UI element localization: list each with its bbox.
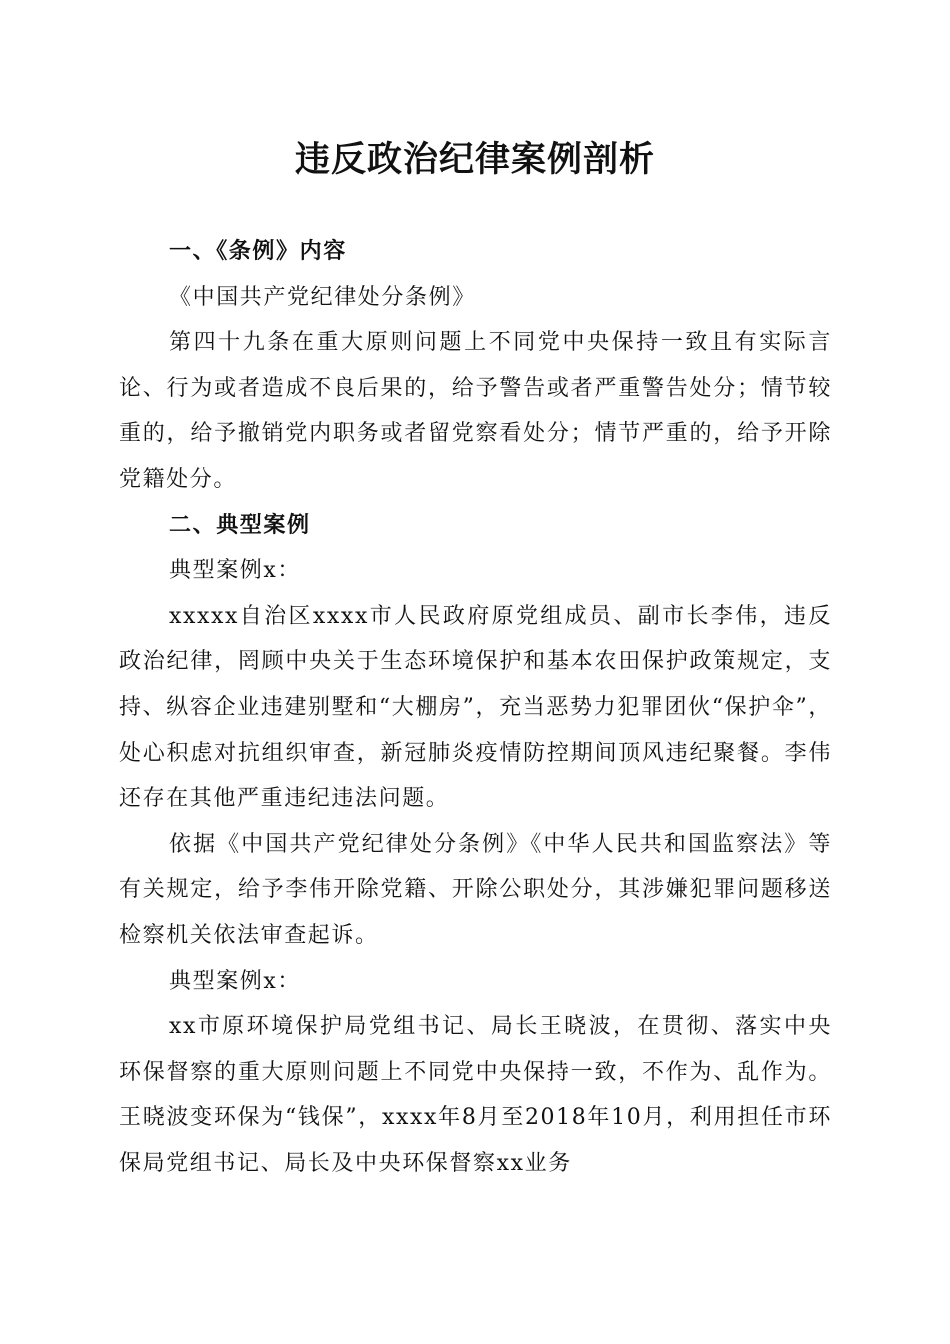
section-heading-regulation: 一、《条例》内容 bbox=[169, 239, 347, 264]
case-2-label: 典型案例x： bbox=[169, 968, 302, 994]
case-2-description: xx市原环境保护局党组书记、局长王晓波，在贯彻、落实中央环保督察的重大原则问题上不同党中央保持一致，不作为、乱作为。王晓波变环保为“钱保”，xxxx年8月至2018年10月，利用担任市环保局党组书记、局长及中央环保督察xx业务 bbox=[119, 1014, 832, 1176]
regulation-name: 《中国共产党纪律处分条例》 bbox=[169, 284, 476, 310]
document-title: 违反政治纪律案例剖析 bbox=[294, 139, 655, 180]
section-heading-cases: 二、典型案例 bbox=[169, 512, 311, 538]
case-1-penalty: 依据《中国共产党纪律处分条例》《中华人民共和国监察法》等有关规定，给予李伟开除党籍、开除公职处分，其涉嫌犯罪问题移送检察机关依法审查起诉。 bbox=[119, 831, 832, 948]
article-49-paragraph: 第四十九条在重大原则问题上不同党中央保持一致且有实际言论、行为或者造成不良后果的，给予警告或者严重警告处分；情节较重的，给予撤销党内职务或者留党察看处分；情节严重的，给予开除党籍处分。 bbox=[119, 330, 832, 492]
document-body bbox=[119, 229, 832, 1186]
case-1-label: 典型案例x： bbox=[169, 558, 302, 584]
case-1-description: xxxxx自治区xxxx市人民政府原党组成员、副市长李伟，违反政治纪律，罔顾中央关于生态环境保护和基本农田保护政策规定，支持、纵容企业违建别墅和“大棚房”，充当恶势力犯罪团伙“保护伞”，处心积虑对抗组织审查，新冠肺炎疫情防控期间顶风违纪聚餐。李伟还存在其他严重违纪违法问题。 bbox=[119, 603, 832, 812]
